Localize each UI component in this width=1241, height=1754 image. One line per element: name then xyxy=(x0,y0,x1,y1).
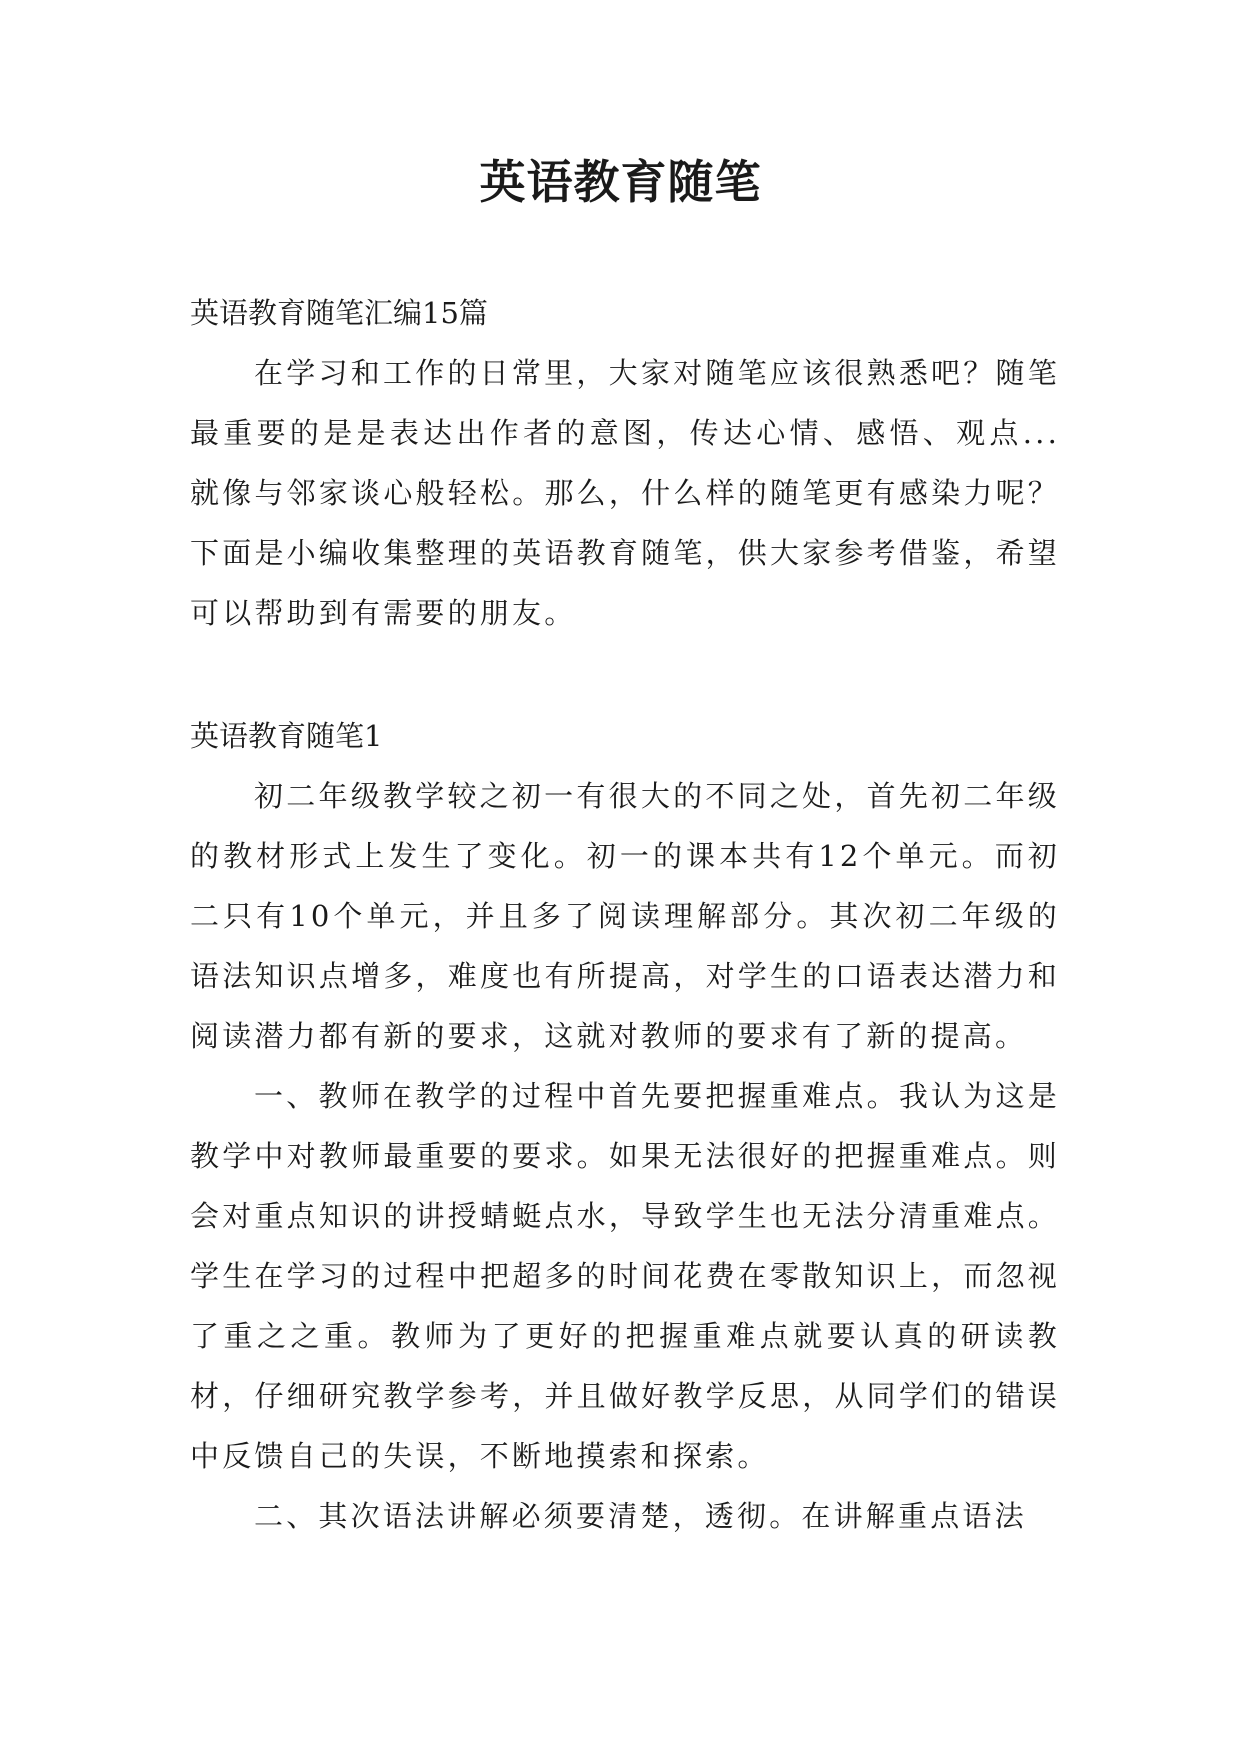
section-gap xyxy=(190,643,1060,706)
body-paragraph: 初二年级教学较之初一有很大的不同之处，首先初二年级的教材形式上发生了变化。初一的课本共有12个单元。而初二只有10个单元，并且多了阅读理解部分。其次初二年级的语法知识点增多，难度也有所提高，对学生的口语表达潜力和阅读潜力都有新的要求，这就对教师的要求有了新的提高。 xyxy=(190,779,1060,1053)
intro-paragraph: 在学习和工作的日常里，大家对随笔应该很熟悉吧？随笔最重要的是是表达出作者的意图，传达心情、感悟、观点...就像与邻家谈心般轻松。那么，什么样的随笔更有感染力呢？下面是小编收集整理的英语教育随笔，供大家参考借鉴，希望可以帮助到有需要的朋友。 xyxy=(190,356,1060,630)
body-paragraph: 二、其次语法讲解必须要清楚，透彻。在讲解重点语法 xyxy=(254,1499,1027,1533)
document-body xyxy=(190,283,1060,1546)
body-paragraph: 一、教师在教学的过程中首先要把握重难点。我认为这是教学中对教师最重要的要求。如果无法很好的把握重难点。则会对重点知识的讲授蜻蜓点水，导致学生也无法分清重难点。学生在学习的过程中把超多的时间花费在零散知识上，而忽视了重之之重。教师为了更好的把握重难点就要认真的研读教材，仔细研究教学参考，并且做好教学反思，从同学们的错误中反馈自己的失误，不断地摸索和探索。 xyxy=(190,1079,1060,1473)
section-heading: 英语教育随笔1 xyxy=(190,719,383,753)
document-title: 英语教育随笔 xyxy=(479,155,762,209)
collection-heading: 英语教育随笔汇编15篇 xyxy=(190,296,488,330)
